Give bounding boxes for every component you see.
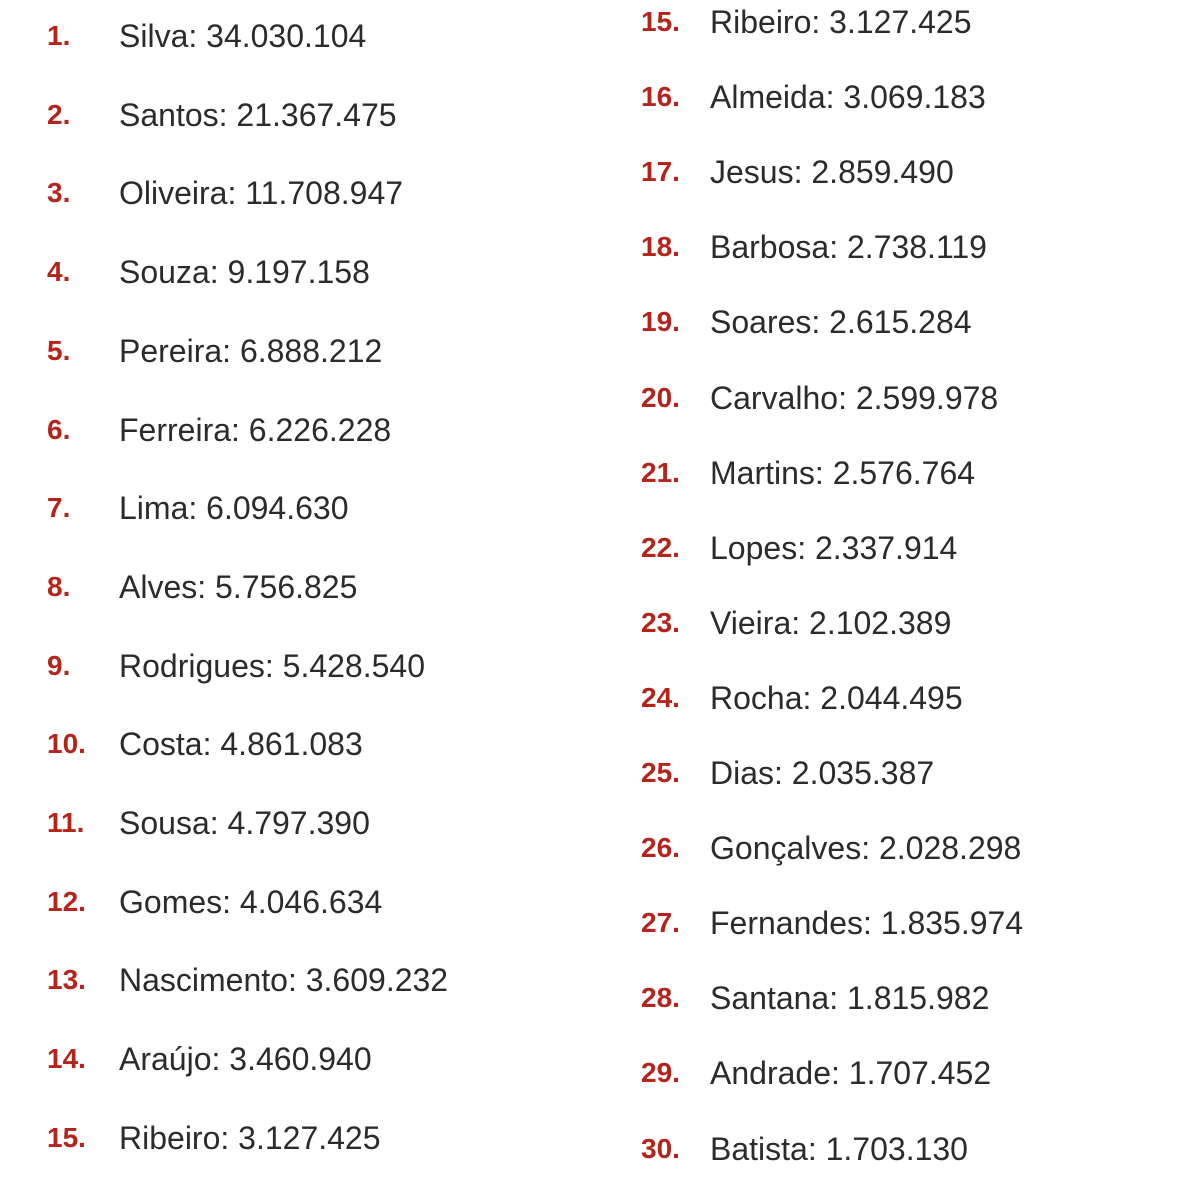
list-item xyxy=(592,753,1152,793)
list-item xyxy=(0,567,560,607)
list-item xyxy=(592,152,1152,192)
list-item xyxy=(0,16,560,56)
list-item xyxy=(592,453,1152,493)
list-item xyxy=(0,488,560,528)
list-item xyxy=(592,77,1152,117)
list-item xyxy=(592,227,1152,267)
rank-number: 16. xyxy=(641,81,680,113)
rank-number: 13. xyxy=(47,964,86,996)
rank-number: 25. xyxy=(641,757,680,788)
rank-number: 6. xyxy=(47,413,71,445)
list-item xyxy=(0,252,560,292)
list-item xyxy=(0,1039,560,1079)
list-item xyxy=(592,2,1152,42)
list-item xyxy=(592,828,1152,868)
surname-count: Rodrigues: 5.428.540 xyxy=(119,647,425,684)
rank-number: 15. xyxy=(47,1121,86,1153)
list-item xyxy=(592,903,1152,943)
rank-number: 26. xyxy=(641,832,680,864)
surname-count: Rocha: 2.044.495 xyxy=(710,679,963,716)
list-item xyxy=(0,173,560,213)
list-item xyxy=(592,603,1152,643)
rank-number: 8. xyxy=(47,570,71,602)
rank-number: 10. xyxy=(47,728,86,760)
list-item xyxy=(0,882,560,922)
surname-count: Nascimento: 3.609.232 xyxy=(119,962,449,999)
surname-count: Souza: 9.197.158 xyxy=(119,254,370,291)
rank-number: 22. xyxy=(641,531,680,563)
surname-count: Batista: 1.703.130 xyxy=(710,1130,968,1167)
surname-count: Barbosa: 2.738.119 xyxy=(710,229,987,266)
surname-count: Lima: 6.094.630 xyxy=(119,490,349,527)
surname-count: Gomes: 4.046.634 xyxy=(119,883,383,920)
rank-number: 15. xyxy=(641,6,680,37)
rank-number: 23. xyxy=(641,606,680,638)
rank-number: 18. xyxy=(641,231,680,263)
list-item xyxy=(0,724,560,764)
list-item xyxy=(592,378,1152,418)
rank-number: 17. xyxy=(641,156,680,188)
surname-count: Soares: 2.615.284 xyxy=(710,304,972,341)
rank-number: 29. xyxy=(641,1057,680,1089)
surname-count: Vieira: 2.102.389 xyxy=(710,604,952,641)
surname-count: Araújo: 3.460.940 xyxy=(119,1041,372,1078)
list-item xyxy=(592,528,1152,568)
surname-count: Carvalho: 2.599.978 xyxy=(710,379,999,416)
surname-count: Costa: 4.861.083 xyxy=(119,726,363,763)
rank-number: 27. xyxy=(641,907,680,939)
surname-count: Ribeiro: 3.127.425 xyxy=(710,4,972,40)
list-item xyxy=(0,646,560,686)
rank-number: 3. xyxy=(47,177,71,209)
rank-number: 24. xyxy=(641,681,680,713)
rank-number: 1. xyxy=(47,20,71,51)
list-item xyxy=(592,1129,1152,1169)
list-item xyxy=(592,678,1152,718)
rank-number: 14. xyxy=(47,1043,86,1075)
surname-count: Fernandes: 1.835.974 xyxy=(710,905,1024,942)
list-item xyxy=(592,978,1152,1018)
surname-count: Andrade: 1.707.452 xyxy=(710,1055,992,1092)
surname-count: Oliveira: 11.708.947 xyxy=(119,175,404,212)
surname-count: Alves: 5.756.825 xyxy=(119,568,358,605)
list-item xyxy=(592,302,1152,342)
list-item xyxy=(0,95,560,135)
rank-number: 4. xyxy=(47,256,71,288)
rank-number: 30. xyxy=(641,1132,680,1164)
rank-number: 21. xyxy=(641,456,680,488)
surname-count: Martins: 2.576.764 xyxy=(710,454,976,491)
surname-count: Gonçalves: 2.028.298 xyxy=(710,830,1022,867)
surname-count: Lopes: 2.337.914 xyxy=(710,529,958,566)
rank-number: 5. xyxy=(47,334,71,366)
list-item xyxy=(0,960,560,1000)
rank-number: 20. xyxy=(641,381,680,413)
surname-count: Santana: 1.815.982 xyxy=(710,980,990,1017)
surname-count: Pereira: 6.888.212 xyxy=(119,332,383,369)
list-item xyxy=(0,410,560,450)
rank-number: 2. xyxy=(47,98,71,130)
surname-count: Jesus: 2.859.490 xyxy=(710,154,954,191)
surname-count: Ferreira: 6.226.228 xyxy=(119,411,392,448)
list-item xyxy=(592,1053,1152,1093)
rank-number: 11. xyxy=(47,807,85,838)
rank-number: 7. xyxy=(47,492,71,524)
rank-number: 9. xyxy=(47,649,71,681)
surname-count: Almeida: 3.069.183 xyxy=(710,79,986,116)
surname-count: Ribeiro: 3.127.425 xyxy=(119,1119,381,1156)
rank-number: 28. xyxy=(641,982,680,1014)
list-item xyxy=(0,1118,560,1158)
surname-count: Dias: 2.035.387 xyxy=(710,755,935,791)
list-item xyxy=(0,331,560,371)
surname-count: Sousa: 4.797.390 xyxy=(119,805,370,841)
rank-number: 19. xyxy=(641,306,680,338)
rank-number: 12. xyxy=(47,885,86,917)
surname-count: Silva: 34.030.104 xyxy=(119,18,367,54)
list-item xyxy=(0,803,560,843)
surname-count: Santos: 21.367.475 xyxy=(119,96,397,133)
